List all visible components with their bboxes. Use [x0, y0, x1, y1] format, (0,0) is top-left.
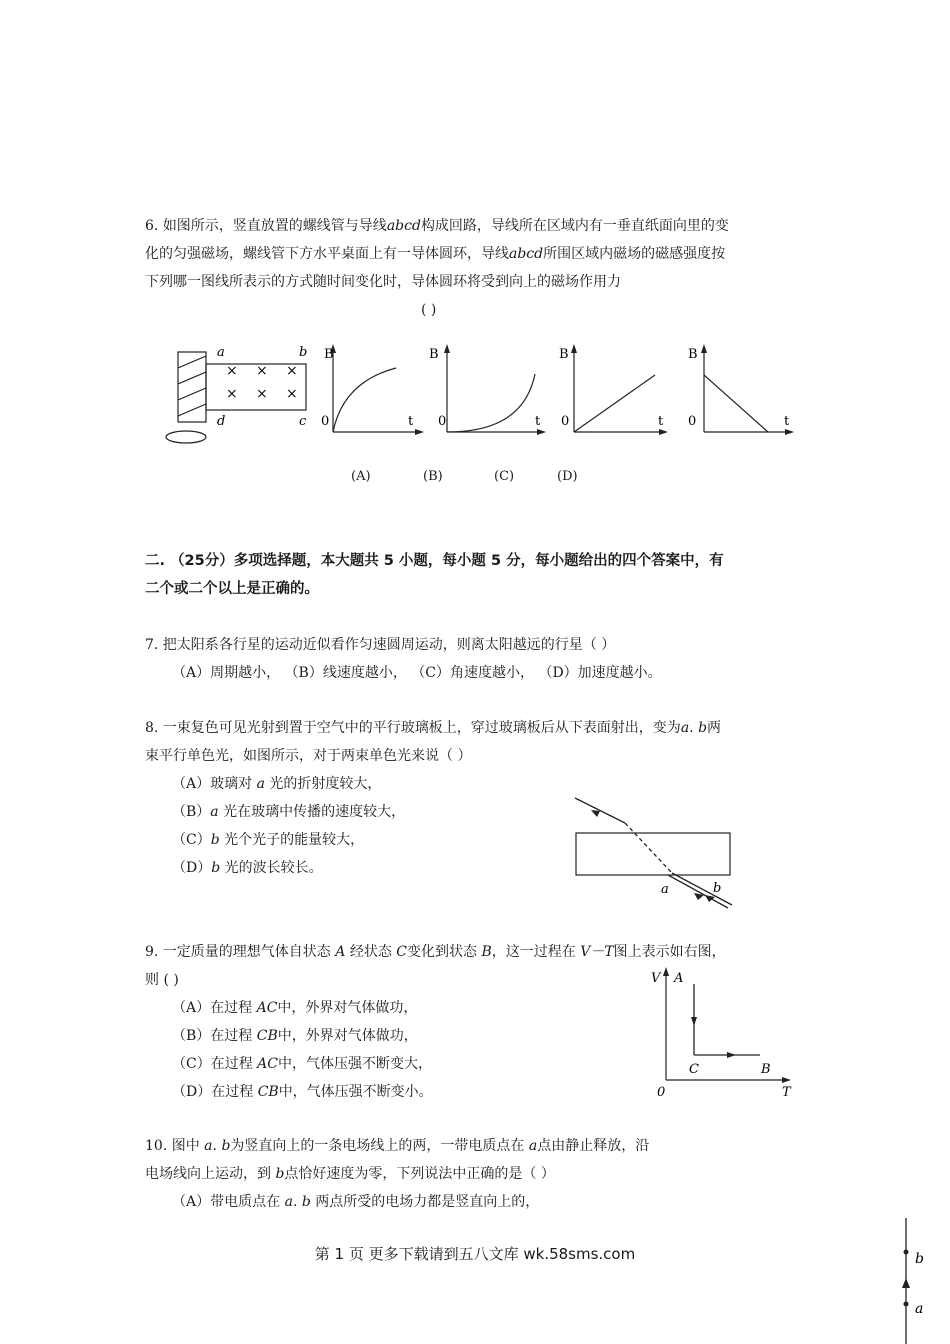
svg-text:0: 0 — [561, 414, 570, 429]
conductor-ring — [166, 431, 206, 443]
svg-text:V: V — [651, 971, 661, 986]
svg-text:B: B — [324, 347, 334, 362]
svg-text:0: 0 — [688, 414, 697, 429]
q7-stem: 7. 把太阳系各行星的运动近似看作匀速圆周运动，则离太阳越远的行星（ ） — [145, 637, 616, 653]
svg-text:A: A — [674, 971, 684, 986]
q6-graph-d — [686, 342, 806, 442]
q6-graph-c — [558, 342, 678, 442]
q9-line-1: 9. 一定质量的理想气体自状态 A 经状态 C变化到状态 B，这一过程在 V－T图上表示如右图， — [145, 944, 726, 960]
svg-text:t: t — [658, 414, 664, 429]
q6-label-c: c — [299, 414, 307, 429]
q10-field-line-figure — [895, 1216, 940, 1344]
q9-option-d: （D）在过程 CB中，气体压强不断变小。 — [172, 1084, 433, 1100]
q6-label-d: d — [217, 414, 226, 429]
q6-cross: × — [286, 386, 298, 402]
q8-option-c: （C）b 光个光子的能量较大， — [172, 832, 365, 848]
svg-text:B: B — [688, 347, 698, 362]
q6-graph-b — [425, 342, 545, 442]
glass-plate — [576, 833, 730, 875]
q6-cross: × — [226, 386, 238, 402]
q6-cross: × — [256, 386, 268, 402]
svg-text:b: b — [915, 1251, 924, 1267]
q10-line-2: 电场线向上运动，到 b点恰好速度为零，下列说法中正确的是（ ） — [145, 1166, 555, 1182]
point-a — [904, 1302, 909, 1307]
svg-text:0: 0 — [438, 414, 447, 429]
svg-text:C: C — [689, 1062, 699, 1077]
q8-line-2: 束平行单色光，如图所示，对于两束单色光来说（ ） — [145, 748, 472, 764]
svg-text:0: 0 — [321, 414, 330, 429]
q6-label-B: (B) — [423, 469, 443, 484]
svg-text:T: T — [782, 1085, 791, 1100]
q6-cross: × — [256, 363, 268, 379]
section-2-heading-cont: 二个或二个以上是正确的。 — [145, 581, 319, 597]
svg-text:B: B — [761, 1062, 771, 1077]
svg-text:t: t — [784, 414, 790, 429]
svg-text:t: t — [408, 414, 414, 429]
section-2-heading: 二. （25分）多项选择题，本大题共 5 小题，每小题 5 分，每小题给出的四个答案中，有 — [145, 553, 724, 569]
q6-solenoid-figure — [160, 340, 320, 450]
svg-text:a: a — [915, 1301, 924, 1317]
q8-option-d: （D）b 光的波长较长。 — [172, 860, 323, 876]
q6-label-C: (C) — [494, 469, 515, 484]
q8-fig-label-b: b — [713, 881, 722, 896]
q8-fig-label-a: a — [661, 882, 669, 897]
graph-b-curve — [447, 374, 535, 432]
q9-line-2: 则 ( ) — [145, 972, 179, 988]
svg-text:B: B — [429, 347, 439, 362]
graph-c-line — [574, 375, 655, 432]
q9-option-a: （A）在过程 AC中，外界对气体做功， — [172, 1000, 418, 1016]
q9-option-b: （B）在过程 CB中，外界对气体做功， — [172, 1028, 418, 1044]
q10-option-a: （A）带电质点在 a. b 两点所受的电场力都是竖直向上的， — [172, 1194, 540, 1210]
q7-options: （A）周期越小， （B）线速度越小， （C）角速度越小， （D）加速度越小。 — [172, 665, 662, 681]
q6-line-1: 6. 如图所示，竖直放置的螺线管与导线abcd构成回路，导线所在区域内有一垂直纸面向里的变 — [145, 218, 729, 234]
q6-cross: × — [226, 363, 238, 379]
svg-text:B: B — [559, 347, 569, 362]
q6-answer-paren: ( ) — [421, 302, 437, 318]
q6-label-A: (A) — [351, 469, 371, 484]
q9-vt-diagram — [648, 962, 798, 1102]
q6-cross: × — [286, 363, 298, 379]
q9-option-c: （C）在过程 AC中，气体压强不断变大， — [172, 1056, 432, 1072]
q6-line-2: 化的匀强磁场，螺线管下方水平桌面上有一导体圆环，导线abcd所围区域内磁场的磁感强度按 — [145, 246, 726, 262]
q8-line-1: 8. 一束复色可见光射到置于空气中的平行玻璃板上，穿过玻璃板后从下表面射出，变为a. b两 — [145, 720, 722, 736]
svg-text:t: t — [535, 414, 541, 429]
q6-graph-a — [318, 342, 428, 442]
q10-line-1: 10. 图中 a. b为竖直向上的一条电场线上的两，一带电质点在 a点由静止释放，沿 — [145, 1138, 650, 1154]
q6-label-D: (D) — [557, 469, 578, 484]
q6-line-3: 下列哪一图线所表示的方式随时间变化时，导体圆环将受到向上的磁场作用力 — [145, 274, 621, 290]
page-footer: 第 1 页 更多下载请到五八文库 wk.58sms.com — [314, 1245, 636, 1263]
graph-a-curve — [333, 368, 396, 432]
q6-label-a: a — [217, 345, 225, 360]
q8-option-a: （A）玻璃对 a 光的折射度较大， — [172, 776, 382, 792]
svg-text:0: 0 — [657, 1085, 666, 1100]
graph-d-line — [704, 375, 768, 432]
q8-glass-plate-figure — [570, 790, 740, 920]
q6-label-b: b — [299, 345, 308, 360]
q8-option-b: （B）a 光在玻璃中传播的速度较大， — [172, 804, 406, 820]
